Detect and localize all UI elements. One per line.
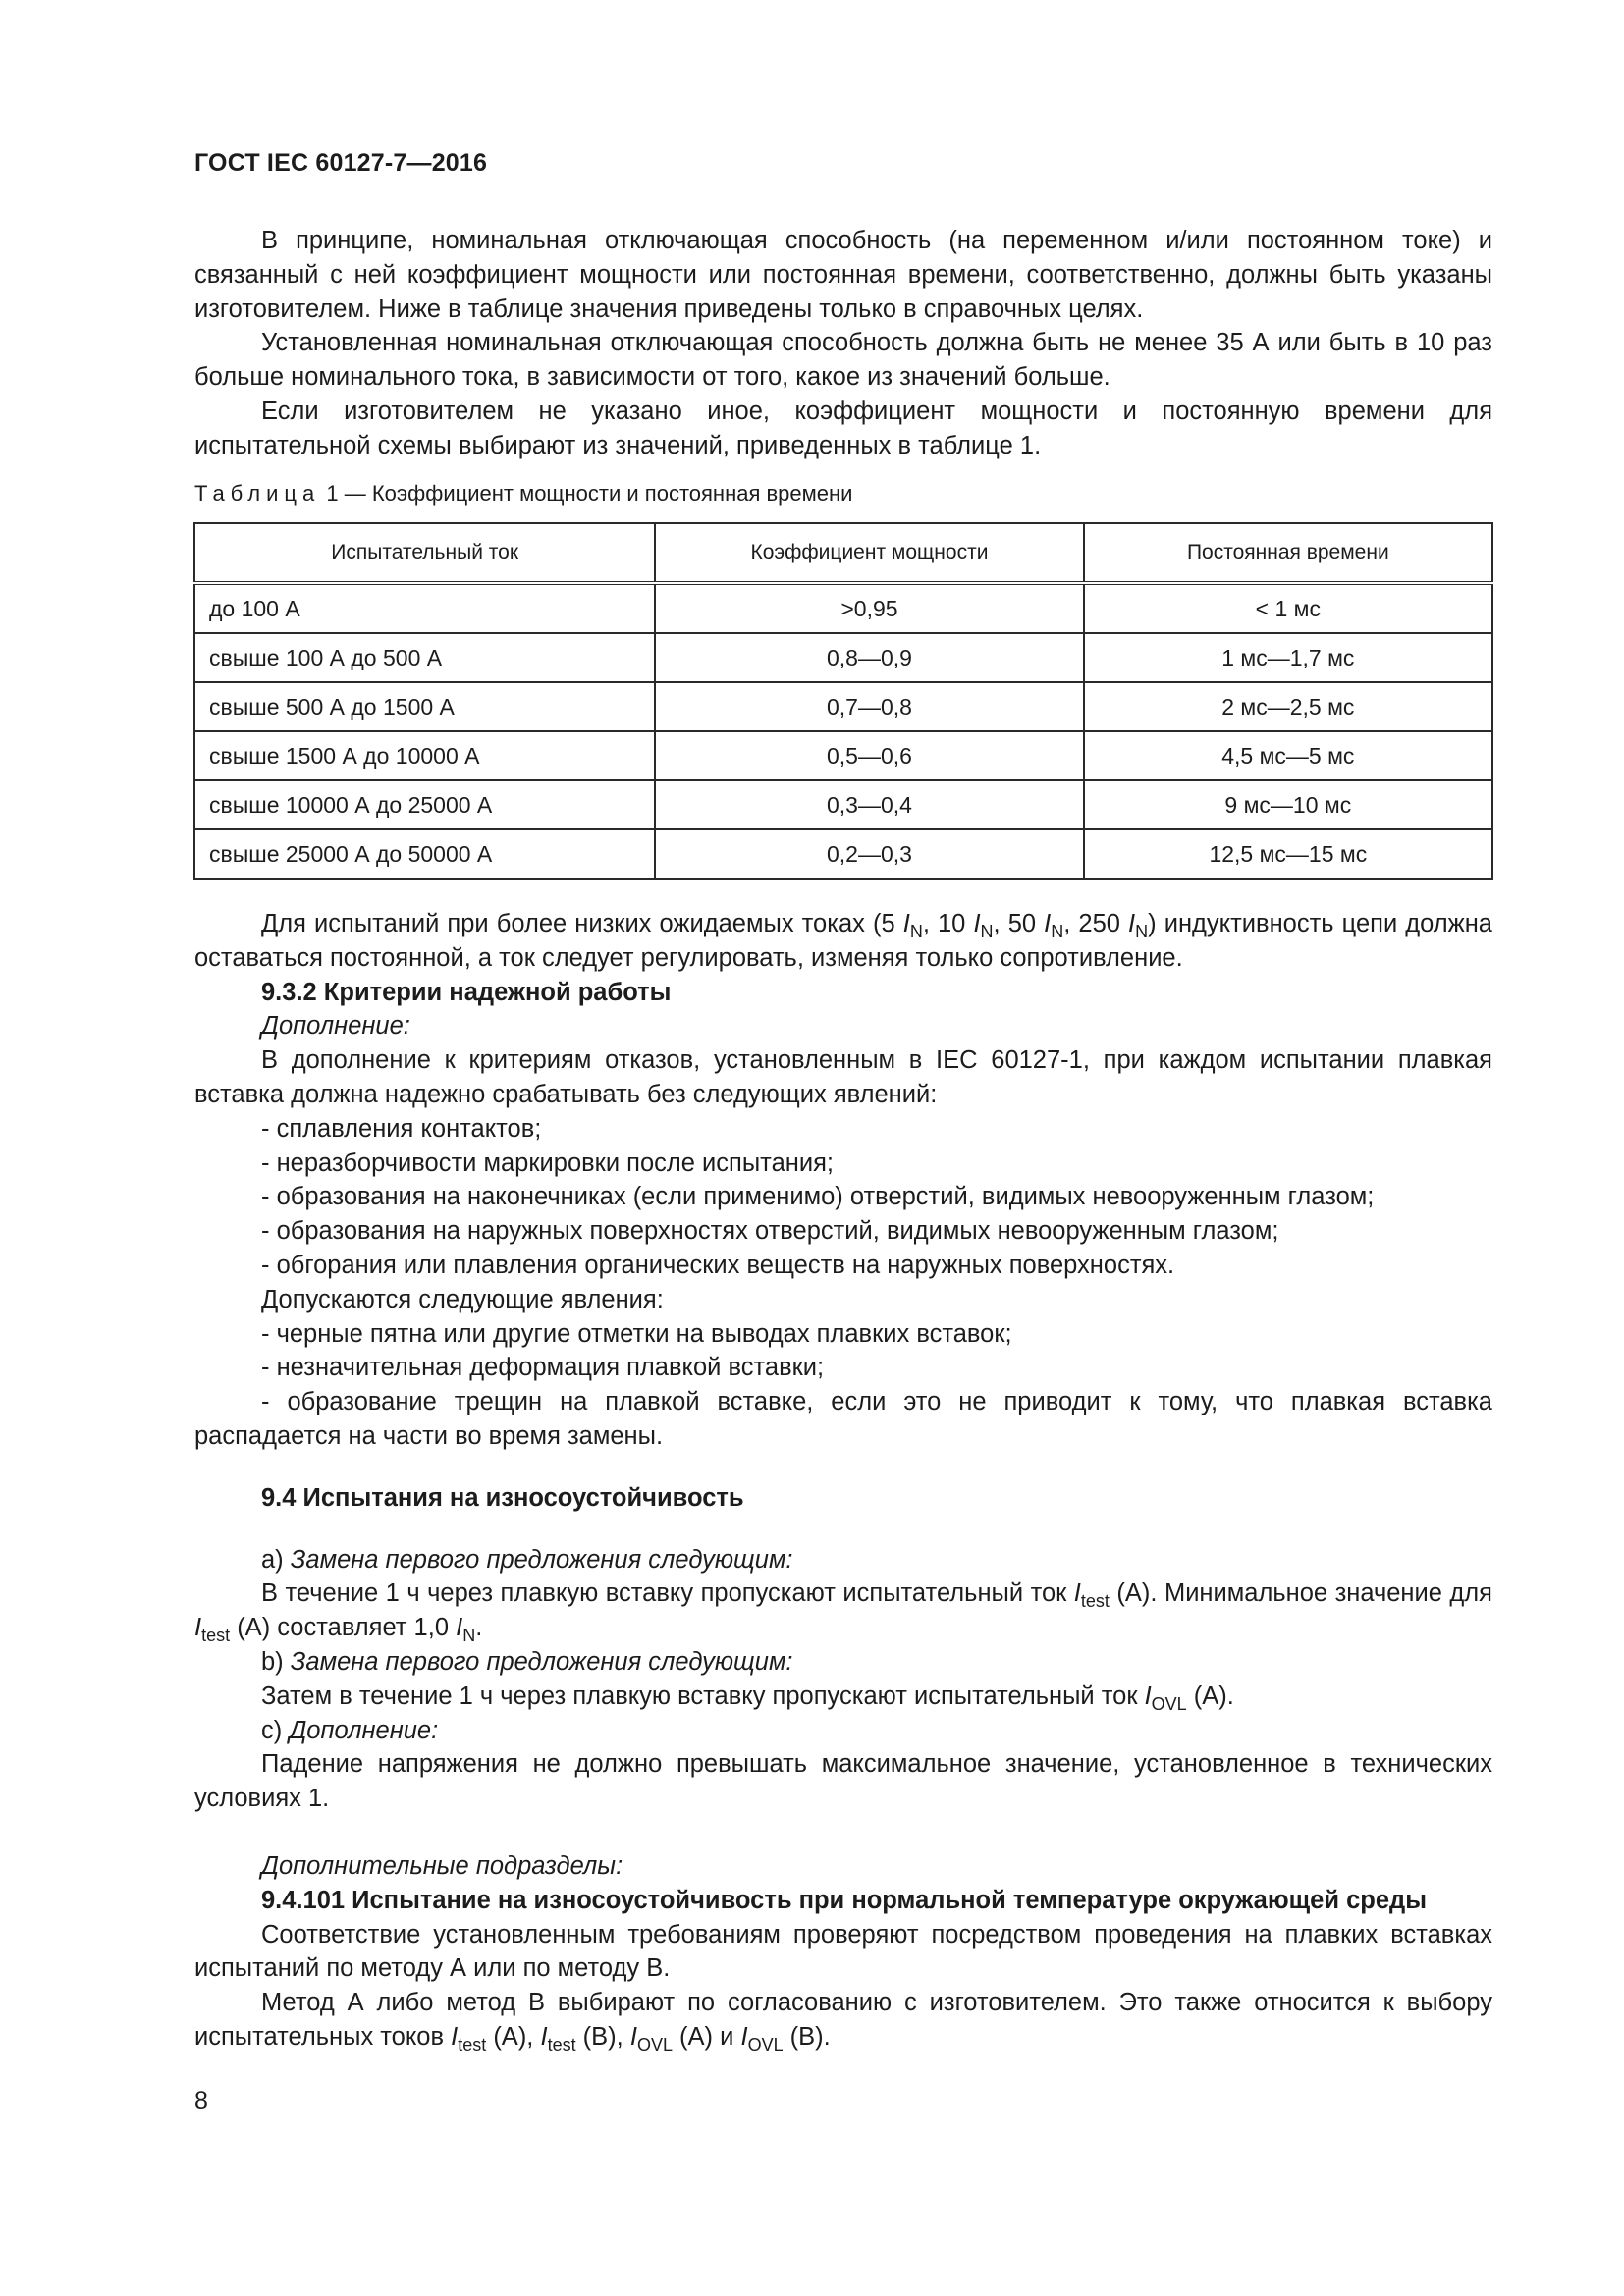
column-header: Коэффициент мощности [655, 523, 1083, 583]
list-item: - обгорания или плавления органических веществ на наружных поверхностях. [261, 1251, 1175, 1279]
allowed-intro: Допускаются следующие явления: [261, 1285, 664, 1313]
table-row [194, 731, 1492, 780]
method-choice-paragraph: Метод А либо метод В выбирают по согласованию с изготовителем. Это также относится к выбору испытательных токов $I_{test}$ (А), $I_{test}$ (В), $I_{OVL}$ (А) и $I_{OVL}$ (В). [194, 1989, 1492, 2055]
list-item: - неразборчивости маркировки после испытания; [261, 1148, 834, 1177]
section-heading-9-4: 9.4 Испытания на износоустойчивость [261, 1483, 744, 1512]
table-cell: свыше 25000 А до 50000 А [194, 829, 655, 879]
additional-subsections-label: Дополнительные подразделы: [261, 1851, 623, 1880]
table-cell: 0,2—0,3 [655, 829, 1083, 879]
intro-paragraph: В принципе, номинальная отключающая способность (на переменном и/или постоянном токе) и связанный с ней коэффициент мощности или постоянная времени, соответственно, должны быть указаны изготовителем. Ниже в таблице значения приведены только в справочных целях. [194, 227, 1492, 323]
table-cell: свыше 100 А до 500 А [194, 633, 655, 682]
item-c-text: Падение напряжения не должно превышать максимальное значение, установленное в технических условиях 1. [194, 1750, 1492, 1813]
table-cell: свыше 500 А до 1500 А [194, 682, 655, 731]
table-cell: 0,3—0,4 [655, 780, 1083, 829]
table-cell: 0,7—0,8 [655, 682, 1083, 731]
intro-section [194, 224, 1492, 463]
table-cell: до 100 А [194, 583, 655, 633]
table-row [194, 780, 1492, 829]
table-cell: 0,8—0,9 [655, 633, 1083, 682]
intro-paragraph: Установленная номинальная отключающая способность должна быть не менее 35 А или быть в 10 раз больше номинального тока, в зависимости от того, какое из значений больше. [194, 329, 1492, 392]
table-cell: < 1 мс [1084, 583, 1492, 633]
low-current-paragraph: Для испытаний при более низких ожидаемых токах (5 $I_N$, 10 $I_N$, 50 $I_N$, 250 $I_N$) индуктивность цепи должна оставаться постоянной, а ток следует регулировать, изменяя только сопротивление. [194, 910, 1492, 972]
list-item: - образования на наконечниках (если применимо) отверстий, видимых невооруженным глазом; [261, 1183, 1375, 1211]
column-header: Постоянная времени [1084, 523, 1492, 583]
section-heading-9-4-101: 9.4.101 Испытание на износоустойчивость при нормальной температуре окружающей среды [261, 1886, 1427, 1914]
table-header-row [194, 523, 1492, 583]
item-a-label: a) Замена первого предложения следующим: [261, 1545, 793, 1574]
table-cell: 9 мс—10 мс [1084, 780, 1492, 829]
table-caption: Таблица 1 — Коэффициент мощности и постоянная времени [194, 481, 853, 506]
list-item: - черные пятна или другие отметки на выводах плавких вставок; [261, 1319, 1012, 1348]
standard-header: ГОСТ IEC 60127-7—2016 [194, 149, 488, 177]
table-cell: 2 мс—2,5 мс [1084, 682, 1492, 731]
addition-label: Дополнение: [261, 1012, 410, 1041]
power-factor-table [193, 522, 1493, 880]
list-item: - образования на наружных поверхностях отверстий, видимых невооруженным глазом; [261, 1217, 1279, 1246]
table-cell: >0,95 [655, 583, 1083, 633]
table-row [194, 682, 1492, 731]
table-row [194, 583, 1492, 633]
table-cell: свыше 10000 А до 25000 А [194, 780, 655, 829]
table-row [194, 829, 1492, 879]
body-section [194, 907, 1492, 2055]
page-number: 8 [194, 2087, 208, 2114]
table-cell: 4,5 мс—5 мс [1084, 731, 1492, 780]
table-cell: 12,5 мс—15 мс [1084, 829, 1492, 879]
list-item: - сплавления контактов; [261, 1114, 542, 1143]
table-row [194, 633, 1492, 682]
list-item: - образование трещин на плавкой вставке, если это не приводит к тому, что плавкая вставка распадается на части во время замены. [194, 1388, 1492, 1450]
intro-paragraph: Если изготовителем не указано иное, коэффициент мощности и постоянную времени для испытательной схемы выбирают из значений, приведенных в таблице 1. [194, 397, 1492, 459]
list-item: - незначительная деформация плавкой вставки; [261, 1354, 825, 1382]
item-b-label: b) Замена первого предложения следующим: [261, 1647, 793, 1676]
criteria-intro: В дополнение к критериям отказов, установленным в IEC 60127-1, при каждом испытании плавкая вставка должна надежно срабатывать без следующих явлений: [194, 1046, 1492, 1108]
item-c-label: c) Дополнение: [261, 1716, 439, 1744]
column-header: Испытательный ток [194, 523, 655, 583]
section-heading-9-3-2: 9.3.2 Критерии надежной работы [261, 978, 672, 1006]
method-paragraph: Соответствие установленным требованиям проверяют посредством проведения на плавких вставках испытаний по методу А или по методу В. [194, 1920, 1492, 1983]
item-a-text: В течение 1 ч через плавкую вставку пропускают испытательный ток $I_{test}$ (А). Минимальное значение для $I_{test}$ (А) составляет 1,0 $I_N$. [194, 1579, 1492, 1646]
item-b-text: Затем в течение 1 ч через плавкую вставку пропускают испытательный ток $I_{OVL}$ (А). [261, 1682, 1234, 1714]
table-cell: 1 мс—1,7 мс [1084, 633, 1492, 682]
table-cell: 0,5—0,6 [655, 731, 1083, 780]
table-cell: свыше 1500 А до 10000 А [194, 731, 655, 780]
